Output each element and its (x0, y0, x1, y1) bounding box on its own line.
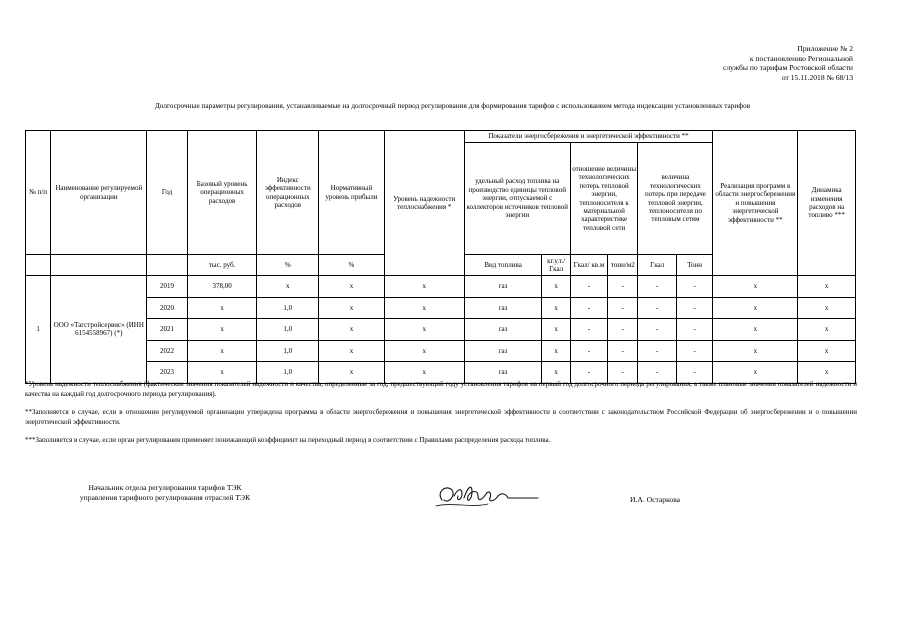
table-row (26, 297, 856, 319)
parameters-table (25, 130, 856, 384)
handwritten-signature (432, 480, 542, 514)
cell-fuel: газ (464, 297, 542, 319)
header-profit: Нормативный уровень прибыли (319, 131, 385, 255)
cell-reliability: х (384, 340, 464, 362)
cell-program: х (713, 362, 798, 384)
cell-base: х (187, 297, 257, 319)
cell-profit: х (319, 362, 385, 384)
cell-index: 1,0 (257, 297, 319, 319)
table-row (26, 340, 856, 362)
header-dynamics: Динамика изменения расходов на топливо *** (798, 131, 856, 276)
header-base-level: Базовый уровень операционных расходов (187, 131, 257, 255)
signatory-position-line: управления тарифного регулирования отраслей ТЭК (79, 493, 251, 502)
cell-program: х (713, 276, 798, 298)
cell-program: х (713, 319, 798, 341)
cell-loss-value-gcal: - (638, 297, 676, 319)
cell-loss-ratio-ton: - (608, 319, 638, 341)
cell-fuel: газ (464, 276, 542, 298)
cell-loss-value-ton: - (676, 319, 712, 341)
cell-loss-ratio-gcal: - (570, 319, 607, 341)
appendix-line: к постановлению Региональной (749, 53, 853, 63)
org-name: ООО «Тагстройсервис» (ИНН 6154558967) (*) (51, 276, 147, 384)
cell-dynamics: х (798, 362, 856, 384)
unit-empty (26, 255, 51, 276)
cell-reliability: х (384, 362, 464, 384)
cell-year: 2023 (147, 362, 187, 384)
cell-base: х (187, 362, 257, 384)
cell-fuel: газ (464, 319, 542, 341)
appendix-line: службы по тарифам Ростовской области (722, 63, 853, 73)
cell-base: х (187, 340, 257, 362)
header-reliability: Уровень надежности теплоснабжения * (384, 131, 464, 276)
unit-fuel-rate: кг.у.т./Гкал (542, 255, 570, 276)
header-year: Год (147, 131, 187, 255)
cell-loss-value-gcal: - (638, 319, 676, 341)
document-title: Долгосрочные параметры регулирования, устанавливаемые на долгосрочный период регулирования для формирования тарифов с использованием метода индексации установленных тарифов (154, 101, 751, 110)
cell-index: х (257, 276, 319, 298)
cell-loss-value-ton: - (676, 362, 712, 384)
unit-loss-ratio-gcal: Гкал/ кв.м (570, 255, 607, 276)
cell-program: х (713, 340, 798, 362)
cell-index: 1,0 (257, 319, 319, 341)
cell-loss-value-gcal: - (638, 276, 676, 298)
cell-loss-value-gcal: - (638, 340, 676, 362)
cell-rate: х (542, 276, 570, 298)
cell-loss-value-gcal: - (638, 362, 676, 384)
cell-dynamics: х (798, 340, 856, 362)
header-loss-ratio: отношение величины технологических потерь тепловой энергии, теплоносителя к материальной характеристике тепловой сети (570, 143, 638, 255)
cell-rate: х (542, 319, 570, 341)
cell-year: 2019 (147, 276, 187, 298)
cell-profit: х (319, 297, 385, 319)
header-energy-group: Показатели энергосбережения и энергетической эффективности ** (464, 131, 713, 143)
unit-profit: % (319, 255, 385, 276)
cell-base: 378,00 (187, 276, 257, 298)
cell-loss-ratio-gcal: - (570, 276, 607, 298)
unit-loss-value-ton: Тонн (676, 255, 712, 276)
cell-rate: х (542, 340, 570, 362)
cell-year: 2021 (147, 319, 187, 341)
cell-loss-ratio-ton: - (608, 276, 638, 298)
cell-loss-ratio-ton: - (608, 362, 638, 384)
cell-loss-ratio-ton: - (608, 297, 638, 319)
cell-dynamics: х (798, 297, 856, 319)
table-row (26, 319, 856, 341)
cell-index: 1,0 (257, 362, 319, 384)
cell-profit: х (319, 319, 385, 341)
cell-base: х (187, 319, 257, 341)
cell-loss-value-ton: - (676, 340, 712, 362)
header-loss-value: величина технологических потерь при передаче тепловой энергии, теплоносителя по тепловым сетям (638, 143, 713, 255)
cell-year: 2020 (147, 297, 187, 319)
cell-year: 2022 (147, 340, 187, 362)
cell-loss-value-ton: - (676, 297, 712, 319)
signatory-position (60, 483, 270, 503)
org-num: 1 (26, 276, 51, 384)
cell-reliability: х (384, 319, 464, 341)
cell-loss-ratio-gcal: - (570, 297, 607, 319)
cell-dynamics: х (798, 319, 856, 341)
footnote-fuel: ***Заполняется в случае, если орган регулирования применяет понижающий коэффициент на переходный период в соответствии с Правилами распределения расхода топлива. (25, 436, 551, 444)
appendix-header (723, 44, 853, 82)
cell-rate: х (542, 362, 570, 384)
cell-loss-value-ton: - (676, 276, 712, 298)
cell-rate: х (542, 297, 570, 319)
unit-base: тыс. руб. (187, 255, 257, 276)
cell-reliability: х (384, 297, 464, 319)
cell-fuel: газ (464, 340, 542, 362)
header-efficiency-index: Индекс эффективности операционных расходов (257, 131, 319, 255)
header-num: № п/п (26, 131, 51, 255)
cell-loss-ratio-gcal: - (570, 362, 607, 384)
cell-loss-ratio-ton: - (608, 340, 638, 362)
unit-loss-value-gcal: Гкал (638, 255, 676, 276)
cell-profit: х (319, 340, 385, 362)
unit-empty (147, 255, 187, 276)
cell-loss-ratio-gcal: - (570, 340, 607, 362)
signatory-name: И.А. Остаркова (630, 495, 681, 504)
cell-dynamics: х (798, 276, 856, 298)
header-fuel-rate: удельный расход топлива на производство единицы тепловой энергии, отпускаемой с коллекторов источников тепловой энергии (464, 143, 570, 255)
table-row (26, 276, 856, 298)
unit-fuel-type: Вид топлива (464, 255, 542, 276)
footnote-energy-program: **Заполняется в случае, если в отношении регулируемой организации утверждена программа в области энергосбережения и повышения энергетической эффективности в соответствии с законодательством Российской Федерации об энергосбережении и о повышении энергетической эффективности. (25, 408, 857, 426)
cell-program: х (713, 297, 798, 319)
cell-index: 1,0 (257, 340, 319, 362)
cell-fuel: газ (464, 362, 542, 384)
footnote-reliability: *Уровень надежности теплоснабжения (фактические значения показателей надежности и качества, определенные за год, предшествующий году установления тарифов на первый год долгосрочного периода регулирования, а также плановые значения показателей надежности и качества на каждый год долгосрочного периода регулирования). (25, 380, 857, 398)
appendix-line: от 15.11.2018 № 68/13 (781, 72, 853, 82)
cell-profit: х (319, 276, 385, 298)
unit-loss-ratio-ton: тонн/м2 (608, 255, 638, 276)
header-org: Наименование регулируемой организации (51, 131, 147, 255)
header-program: Реализация программ в области энергосбережения и повышения энергетической эффективности ** (713, 131, 798, 276)
appendix-line: Приложение № 2 (797, 44, 853, 53)
cell-reliability: х (384, 276, 464, 298)
signatory-position-line: Начальник отдела регулирования тарифов ТЭК (88, 483, 242, 492)
unit-index: % (257, 255, 319, 276)
unit-empty (51, 255, 147, 276)
